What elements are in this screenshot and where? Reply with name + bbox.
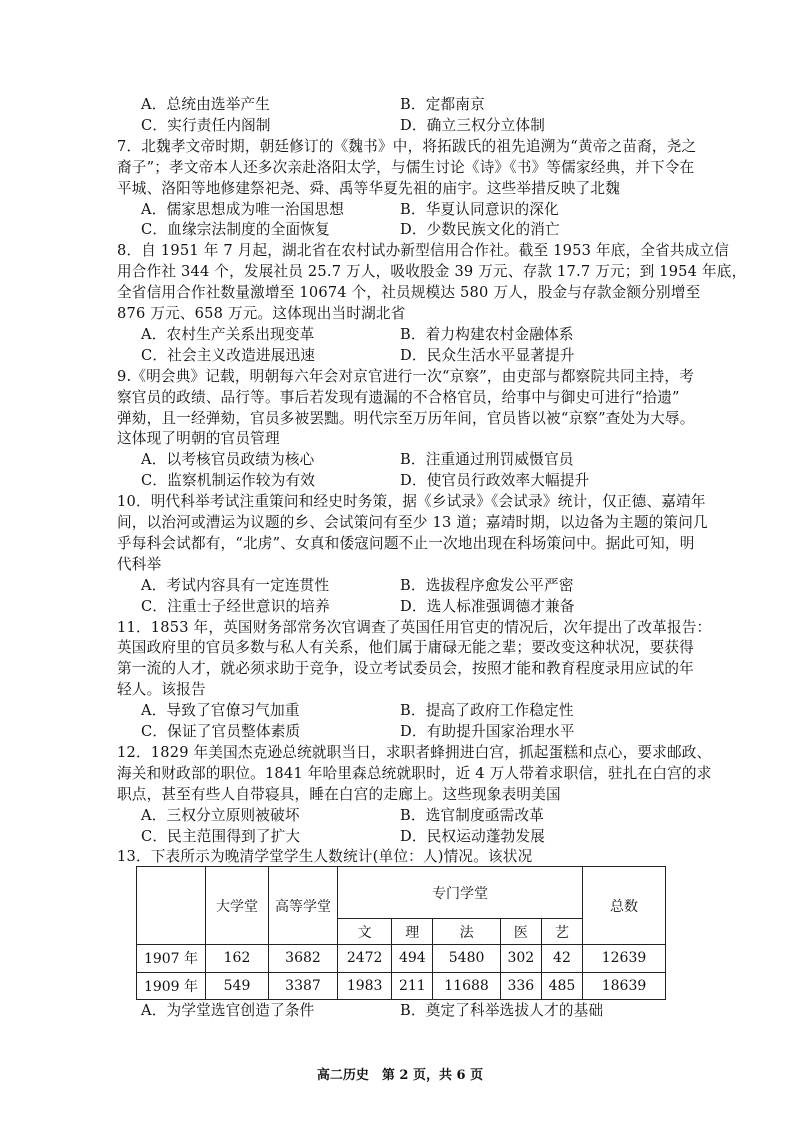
q13-option-b: B．奠定了科举选拔人才的基础 bbox=[400, 1002, 604, 1019]
col-header-daxue: 大学堂 bbox=[206, 867, 269, 945]
q7-stem-line: 7．北魏孝文帝时期，朝廷修订的《魏书》中，将拓跋氏的祖先追溯为“黄帝之苗裔，尧之 bbox=[117, 138, 697, 155]
col-header-yi: 医 bbox=[500, 919, 541, 945]
col-header-yishu: 艺 bbox=[541, 919, 582, 945]
col-header-wen: 文 bbox=[338, 919, 392, 945]
page-footer: 高二历史 第 2 页，共 6 页 bbox=[316, 1068, 484, 1083]
q9-option-a: A．以考核官员政绩为核心 bbox=[141, 451, 315, 468]
q12-stem-line: 12．1829 年美国杰克逊总统就职当日，求职者蜂拥进白宫，抓起蛋糕和点心，要求邮政、 bbox=[117, 744, 712, 761]
q10-stem-line: 乎每科会试都有，“北虏”、女真和倭寇问题不止一次地出现在科场策问中。据此可知，明 bbox=[117, 535, 695, 552]
cell-fa: 5480 bbox=[433, 945, 500, 973]
row-year: 1907 年 bbox=[137, 945, 206, 973]
q10-option-b: B．选拔程序愈发公平严密 bbox=[400, 577, 574, 594]
q11-option-c: C．保证了官员整体素质 bbox=[141, 723, 301, 740]
q13-option-a: A．为学堂选官创造了条件 bbox=[141, 1002, 315, 1019]
col-header-li: 理 bbox=[392, 919, 433, 945]
q8-option-c: C．社会主义改造进展迅速 bbox=[141, 347, 316, 364]
q8-option-d: D．民众生活水平显著提升 bbox=[400, 347, 575, 364]
q11-stem-line: 轻人。该报告 bbox=[117, 681, 206, 698]
cell-li: 494 bbox=[392, 945, 433, 973]
q11-option-b: B．提高了政府工作稳定性 bbox=[400, 702, 574, 719]
q9-option-d: D．使官员行政效率大幅提升 bbox=[400, 472, 590, 489]
q11-option-a: A．导致了官僚习气加重 bbox=[141, 702, 300, 719]
q9-stem-line: 这体现了明朝的官员管理 bbox=[117, 430, 280, 447]
table-row bbox=[137, 945, 666, 973]
q8-stem-line: 用合作社 344 个，发展社员 25.7 万人，吸收股金 39 万元、存款 17.7 万元；到 1954 年底， bbox=[117, 263, 747, 280]
q6-option-a: A．总统由选举产生 bbox=[141, 96, 271, 113]
q12-option-a: A．三权分立原则被破坏 bbox=[141, 807, 300, 824]
q10-option-c: C．注重士子经世意识的培养 bbox=[141, 598, 330, 615]
q9-option-c: C．监察机制运作较为有效 bbox=[141, 472, 316, 489]
cell-gaodeng: 3682 bbox=[269, 945, 338, 973]
q11-stem-line: 11．1853 年，英国财务部常务次官调查了英国任用官吏的情况后，次年提出了改革报告： bbox=[117, 619, 712, 636]
cell-yishu: 485 bbox=[541, 972, 582, 1000]
q11-option-d: D．有助提升国家治理水平 bbox=[400, 723, 575, 740]
q12-option-b: B．选官制度亟需改革 bbox=[400, 807, 545, 824]
cell-yi: 302 bbox=[500, 945, 541, 973]
q7-option-a: A．儒家思想成为唯一治国思想 bbox=[141, 201, 345, 218]
cell-wen: 1983 bbox=[338, 972, 392, 1000]
q12-option-c: C．民主范围得到了扩大 bbox=[141, 828, 301, 845]
cell-yi: 336 bbox=[500, 972, 541, 1000]
q13-stem-line: 13．下表所示为晚清学堂学生人数统计(单位：人)情况。该状况 bbox=[117, 848, 533, 865]
q12-option-d: D．民权运动蓬勃发展 bbox=[400, 828, 546, 845]
q9-stem-line: 察官员的政绩、品行等。事后若发现有遗漏的不合格官员，给事中与御史可进行“拾遗” bbox=[117, 389, 680, 406]
q10-stem-line: 代科举 bbox=[117, 556, 162, 573]
q11-stem-line: 第一流的人才，就必须求助于竞争，设立考试委员会，按照才能和教育程度录用应试的年 bbox=[117, 660, 694, 677]
q6-option-d: D．确立三权分立体制 bbox=[400, 117, 546, 134]
q12-stem-line: 海关和财政部的职位。1841 年哈里森总统就职时，近 4 万人带着求职信，驻扎在白宫的求 bbox=[117, 765, 712, 782]
cell-wen: 2472 bbox=[338, 945, 392, 973]
table-row bbox=[137, 972, 666, 1000]
q6-option-b: B．定都南京 bbox=[400, 96, 485, 113]
q10-option-a: A．考试内容具有一定连贯性 bbox=[141, 577, 330, 594]
q6-option-c: C．实行责任内阁制 bbox=[141, 117, 271, 134]
q10-option-d: D．选人标准强调德才兼备 bbox=[400, 598, 575, 615]
col-header-gaodeng: 高等学堂 bbox=[269, 867, 338, 945]
cell-daxue: 549 bbox=[206, 972, 269, 1000]
cell-total: 12639 bbox=[583, 945, 666, 973]
q7-option-b: B．华夏认同意识的深化 bbox=[400, 201, 559, 218]
q7-stem-line: 裔子”；孝文帝本人还多次亲赴洛阳太学，与儒生讨论《诗》《书》等儒家经典，并下令在 bbox=[117, 159, 695, 176]
cell-total: 18639 bbox=[583, 972, 666, 1000]
q8-option-b: B．着力构建农村金融体系 bbox=[400, 326, 574, 343]
q8-option-a: A．农村生产关系出现变革 bbox=[141, 326, 315, 343]
q9-option-b: B．注重通过刑罚威慑官员 bbox=[400, 451, 574, 468]
col-header-fa: 法 bbox=[433, 919, 500, 945]
cell-yishu: 42 bbox=[541, 945, 582, 973]
q8-stem-line: 876 万元、658 万元。这体现出当时湖北省 bbox=[117, 305, 406, 322]
q10-stem-line: 间，以治河或漕运为议题的乡、会试策问有至少 13 道；嘉靖时期，以边备为主题的策问几 bbox=[117, 514, 708, 531]
cell-fa: 11688 bbox=[433, 972, 500, 1000]
cell-gaodeng: 3387 bbox=[269, 972, 338, 1000]
col-header-zhuanmen: 专门学堂 bbox=[338, 867, 583, 919]
q8-stem-line: 全省信用合作社数量激增至 10674 个，社员规模达 580 万人，股金与存款金额分别增至 bbox=[117, 284, 701, 301]
q10-stem-line: 10．明代科举考试注重策问和经史时务策，据《乡试录》《会试录》统计，仅正德、嘉靖年 bbox=[117, 493, 706, 510]
student-stats-table bbox=[136, 866, 666, 1000]
q7-option-c: C．血缘宗法制度的全面恢复 bbox=[141, 221, 330, 238]
q9-stem-line: 弹劾，且一经弹劾，官员多被罢黜。明代宗至万历年间，官员皆以被“京察”查处为大辱。 bbox=[117, 410, 695, 427]
row-year: 1909 年 bbox=[137, 972, 206, 1000]
q9-stem-line: 9.《明会典》记载，明朝每六年会对京官进行一次“京察”，由吏部与都察院共同主持，考 bbox=[117, 368, 695, 385]
q8-stem-line: 8．自 1951 年 7 月起，湖北省在农村试办新型信用合作社。截至 1953 年底，全省共成立信 bbox=[117, 242, 730, 259]
q12-stem-line: 职点，甚至有些人自带寝具，睡在白宫的走廊上。这些现象表明美国 bbox=[117, 786, 561, 803]
cell-daxue: 162 bbox=[206, 945, 269, 973]
table-corner-cell bbox=[137, 867, 206, 945]
col-header-total: 总数 bbox=[583, 867, 666, 945]
q11-stem-line: 英国政府里的官员多数与私人有关系，他们属于庸碌无能之辈；要改变这种状况，要获得 bbox=[117, 639, 694, 656]
q7-stem-line: 平城、洛阳等地修建祭祀尧、舜、禹等华夏先祖的庙宇。这些举措反映了北魏 bbox=[117, 180, 620, 197]
cell-li: 211 bbox=[392, 972, 433, 1000]
q7-option-d: D．少数民族文化的消亡 bbox=[400, 221, 560, 238]
